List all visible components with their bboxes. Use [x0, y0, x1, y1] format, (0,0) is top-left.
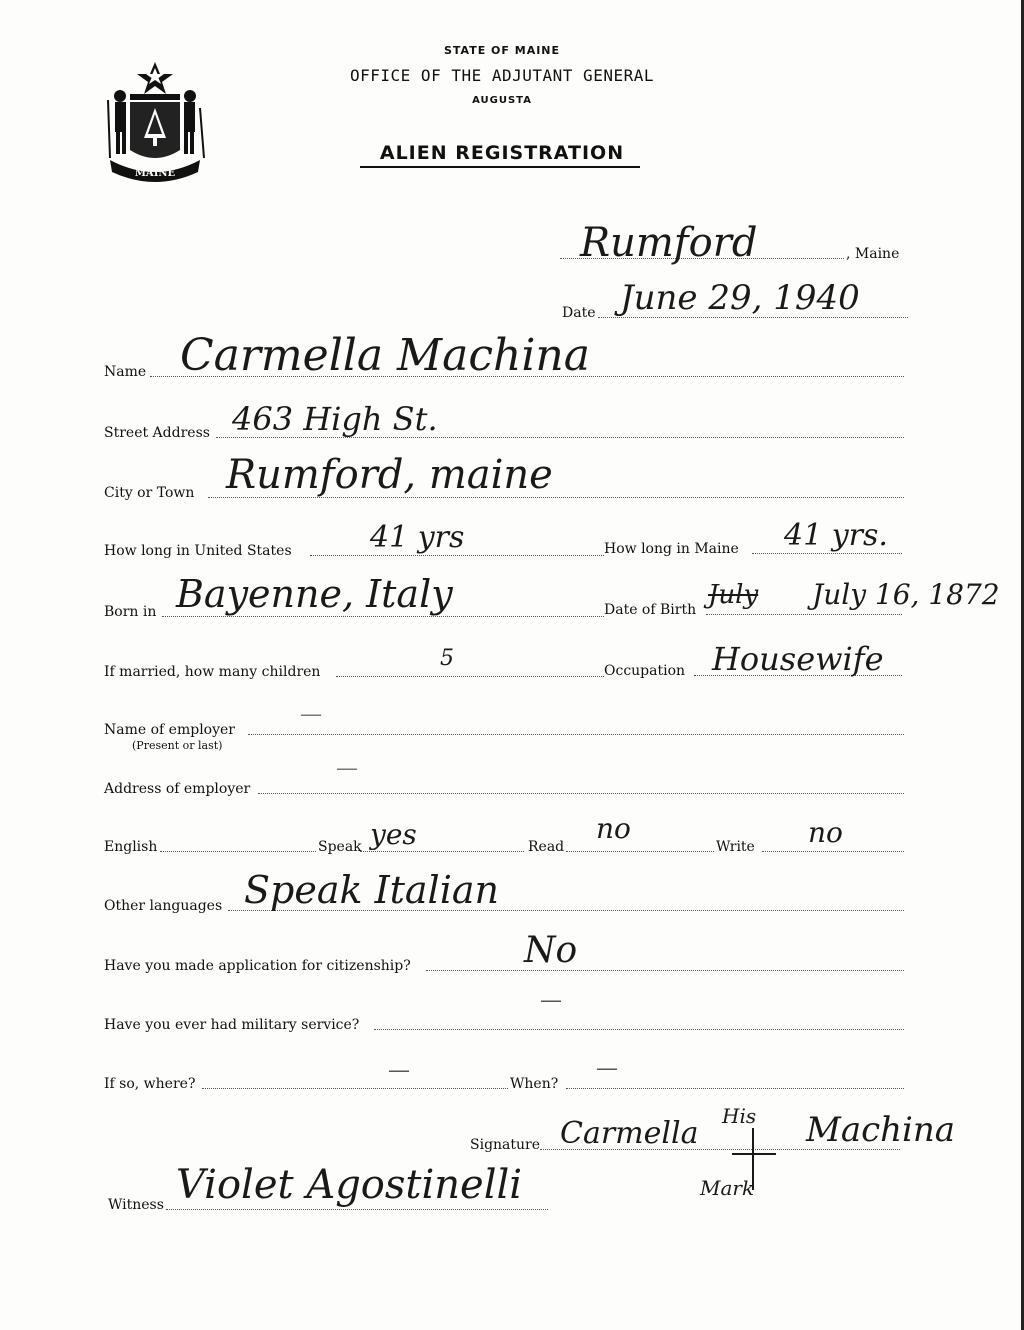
write-label: Write [716, 839, 755, 855]
children-value[interactable]: 5 [440, 646, 454, 671]
born-in-label: Born in [104, 604, 157, 620]
other-languages-value[interactable]: Speak Italian [244, 868, 499, 912]
read-value[interactable]: no [596, 812, 631, 845]
where-value[interactable]: — [388, 1058, 410, 1083]
form-title: ALIEN REGISTRATION [379, 142, 625, 164]
how-long-us-label: How long in United States [104, 543, 292, 559]
witness-label: Witness [108, 1197, 164, 1213]
date-label: Date [562, 305, 596, 321]
military-label: Have you ever had military service? [104, 1017, 360, 1033]
street-value[interactable]: 463 High St. [232, 400, 438, 438]
employer-name-label: Name of employer [104, 722, 235, 738]
employer-name-value[interactable]: — [300, 702, 322, 727]
how-long-maine-value[interactable]: 41 yrs. [784, 518, 888, 553]
place-suffix: , Maine [846, 246, 900, 262]
english-label: English [104, 839, 158, 855]
when-label: When? [510, 1076, 559, 1092]
signature-first[interactable]: Carmella [560, 1116, 699, 1151]
employer-sublabel: (Present or last) [132, 739, 223, 752]
dob-struck-value: July [708, 580, 759, 610]
occupation-value[interactable]: Housewife [712, 640, 884, 678]
write-value[interactable]: no [808, 816, 843, 849]
state-heading: STATE OF MAINE [443, 44, 561, 57]
place-value[interactable]: Rumford [580, 220, 758, 266]
read-label: Read [528, 839, 565, 855]
speak-label: Speak [318, 839, 362, 855]
office-heading: OFFICE OF THE ADJUTANT GENERAL [350, 66, 654, 85]
employer-address-label: Address of employer [104, 781, 251, 797]
where-row [104, 1074, 904, 1094]
svg-text:MAINE: MAINE [134, 168, 176, 179]
signature-last[interactable]: Machina [806, 1110, 956, 1150]
other-languages-row [104, 896, 904, 916]
employer-address-value[interactable]: — [336, 756, 358, 781]
citizenship-label: Have you made application for citizenship? [104, 958, 411, 974]
city-label: City or Town [104, 485, 195, 501]
military-value[interactable]: — [540, 988, 562, 1013]
dob-label: Date of Birth [604, 602, 697, 618]
speak-value[interactable]: yes [370, 818, 417, 851]
citizenship-row [104, 956, 904, 976]
citizenship-value[interactable]: No [524, 930, 578, 971]
occupation-label: Occupation [604, 663, 686, 679]
when-value[interactable]: — [596, 1056, 618, 1081]
name-label: Name [104, 364, 147, 380]
signature-mark: Mark [700, 1176, 755, 1200]
dob-value[interactable]: July 16, 1872 [812, 578, 1000, 611]
born-in-value[interactable]: Bayenne, Italy [176, 572, 453, 616]
street-label: Street Address [104, 425, 210, 441]
military-row [104, 1015, 904, 1035]
employer-sublabel-row [132, 736, 332, 756]
employer-address-row [104, 779, 904, 799]
title-underline [360, 166, 640, 168]
how-long-maine-label: How long in Maine [604, 541, 739, 557]
english-row [104, 837, 904, 857]
signature-cross-mark [728, 1128, 778, 1190]
city-value[interactable]: Rumford, maine [226, 452, 553, 498]
signature-his: His [722, 1104, 757, 1128]
signature-label: Signature [470, 1137, 541, 1153]
name-value[interactable]: Carmella Machina [180, 330, 590, 381]
city-heading: AUGUSTA [472, 95, 532, 106]
witness-value[interactable]: Violet Agostinelli [176, 1162, 523, 1208]
other-languages-label: Other languages [104, 898, 223, 914]
children-row [104, 662, 604, 682]
date-value[interactable]: June 29, 1940 [620, 278, 860, 318]
children-label: If married, how many children [104, 664, 321, 680]
how-long-us-row [104, 541, 604, 561]
street-row [104, 423, 904, 443]
where-label: If so, where? [104, 1076, 196, 1092]
how-long-us-value[interactable]: 41 yrs [370, 520, 465, 555]
